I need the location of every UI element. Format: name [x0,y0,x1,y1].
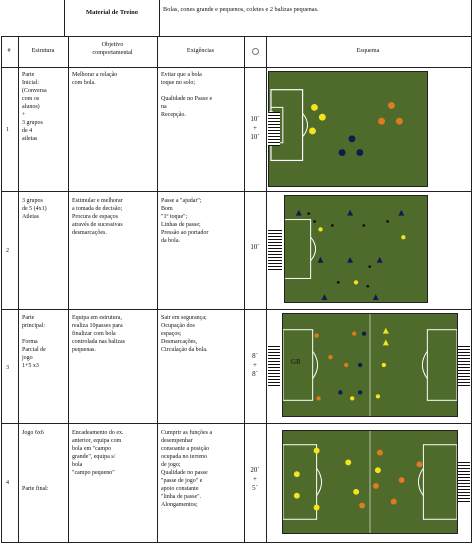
row3-field-diagram [282,313,458,417]
row3-goal-right-icon [458,346,470,386]
row1-duration: 10´ + 10´ [250,115,260,141]
row2-goal-icon [268,230,282,270]
row4-num: 4 [6,480,9,486]
row4-duration: 20´ + 5´ [250,466,260,492]
row2-num: 2 [6,248,9,254]
row1-estrutura: Parte Inicial: (Conversa com os alunos) + 3 grupos de 4 atletas [22,72,47,142]
row2-objetivo: Estimular e melhorar a tomada de decisão; Procura de espaços através de sucessivas desmarcações. [72,198,123,236]
material-value: Bolas, cones grande e pequenos, coletes e 2 balizas pequenas. [163,6,319,13]
header-estrutura: Estrutura [31,47,55,54]
row4-estrutura: Jogo 6x6 Parte final: [22,430,49,492]
row4-field-diagram [282,430,458,534]
header-num: # [7,47,11,54]
row2-exigencias: Passe a "ajudar"; Bom "1º toque"; Linhas de passe; Pressão ao portador da bola. [161,198,209,244]
row4-goal-right-icon [458,462,470,502]
header-esquema: Esquema [356,47,380,54]
row3-gr-label: GR [291,358,301,366]
row2-field-diagram [284,195,428,303]
clock-icon [252,48,259,55]
row2-duration: 10´ [250,243,260,251]
row3-goal-left-icon [268,346,280,386]
row1-objetivo: Melhorar a relação com bola. [72,72,118,86]
row1-num: 1 [6,127,9,133]
material-label: Material de Treino [86,9,138,16]
header-exigencias: Exigências [186,47,215,54]
row1-goal-icon [268,112,280,146]
row3-num: 3 [6,365,9,371]
header-objetivo: Objetivo comportamental [92,41,133,56]
row3-exigencias: Sair em segurança; Ocupação dos espaços; Desmarcações, Circulação da bola. [161,315,208,353]
row3-estrutura: Parte principal: Forma Parcial de jogo 1+5 x3 [22,315,46,369]
row3-duration: 8´ + 8´ [252,352,258,378]
row3-objetivo: Equipa em estrutura, realiza 10passes para finalizar com bola controlada nas balizas pequenas. [72,315,125,353]
row1-exigencias: Evitar que a bola toque no solo; Qualidade no Passe e na Recepção. [161,72,213,118]
row4-objetivo: Encadeamento do ex. anterior, equipa com bola em "campo grande", equipa s/ bola "campo pequeno" [72,430,124,476]
row1-field-diagram [268,71,428,187]
row4-exigencias: Cumprir as funções a desempenhar consoante a posição ocupada no terreno de jogo; Qualidade no passe "passe de jogo" e apoio constante "linha de passe". Alongamentos; [161,430,213,508]
row2-estrutura: 3 grupos de 5 (4x1) Atletas [22,198,47,220]
